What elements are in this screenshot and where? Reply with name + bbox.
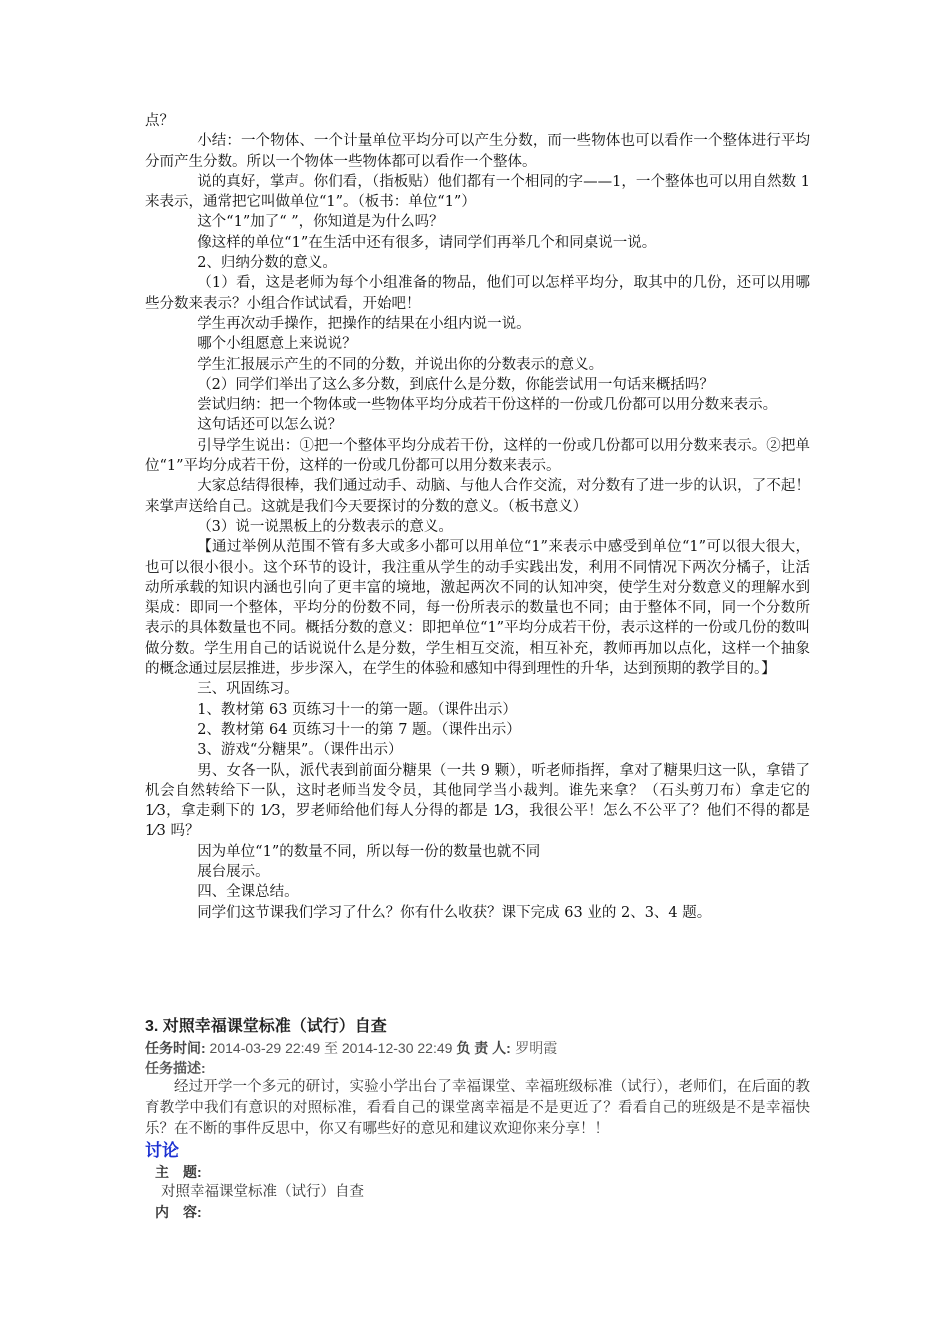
lesson-paragraph: 点？ xyxy=(145,113,174,129)
task-time-label: 任务时间: xyxy=(145,1040,206,1056)
exercise-item: 3、游戏“分糖果”。（课件出示） xyxy=(197,742,403,759)
lesson-paragraph: 像这样的单位“1”在生活中还有很多，请同学们再举几个和同桌说一说。 xyxy=(197,234,657,251)
lesson-paragraph: 这句话还可以怎么说？ xyxy=(197,417,343,434)
lesson-paragraph: 大家总结得很棒，我们通过动手、动脑、与他人合作交流，对分数有了进一步的认识，了不起！来掌声送给自己。这就是我们今天要探讨的分数的意义。（板书意义） xyxy=(145,478,810,515)
section-heading: 三、巩固练习。 xyxy=(197,681,299,698)
lesson-body xyxy=(145,111,810,923)
lesson-paragraph: 男、女各一队，派代表到前面分糖果（一共 9 颗），听老师指挥，拿对了糖果归这一队，拿错了机会自然转给下一队，这时老师当发令员，其他同学当小裁判。谁先来拿？（石头剪刀布）拿走它的 1⁄3，拿走剩下的 1⁄3，罗老师给他们每人分得的都是 1⁄3，我很公平！怎么不公平了？他们不得的都是 1⁄3 吗？ xyxy=(145,762,810,840)
lesson-paragraph: 因为单位“1”的数量不同，所以每一份的数量也就不同 xyxy=(197,843,541,860)
lesson-paragraph: 学生再次动手操作，把操作的结果在小组内说一说。 xyxy=(197,315,531,332)
lesson-paragraph: 同学们这节课我们学习了什么？你有什么收获？课下完成 63 业的 2、3、4 题。 xyxy=(197,904,712,921)
lesson-paragraph: 哪个小组愿意上来说说？ xyxy=(197,336,357,353)
topic-value: 对照幸福课堂标准（试行）自查 xyxy=(161,1184,364,1200)
lesson-paragraph: （1）看，这是老师为每个小组准备的物品，他们可以怎样平均分，取其中的几份，还可以用哪些分数来表示？小组合作试试看，开始吧！ xyxy=(145,275,810,312)
exercise-item: 1、教材第 63 页练习十一的第一题。（课件出示） xyxy=(197,701,517,718)
task-section xyxy=(145,1016,810,1222)
lesson-paragraph: 说的真好，掌声。你们看，（指板贴）他们都有一个相同的字——1，一个整体也可以用自然数 1 来表示，通常把它叫做单位“1”。（板书：单位“1”） xyxy=(145,173,810,211)
task-time-value: 2014-03-29 22:49 至 2014-12-30 22:49 xyxy=(205,1040,457,1056)
lesson-paragraph: （3）说一说黑板上的分数表示的意义。 xyxy=(197,518,453,535)
task-desc-label: 任务描述: xyxy=(145,1060,206,1076)
lesson-paragraph: 尝试归纳：把一个物体或一些物体平均分成若干份这样的一份或几份都可以用分数来表示。 xyxy=(197,397,778,414)
lesson-paragraph: 学生汇报展示产生的不同的分数，并说出你的分数表示的意义。 xyxy=(197,356,604,373)
content-label: 内 容: xyxy=(155,1204,202,1220)
lesson-paragraph: 这个“1”加了“ ”，你知道是为什么吗？ xyxy=(197,214,444,231)
section-heading: 四、全课总结。 xyxy=(197,884,299,901)
exercise-item: 2、教材第 64 页练习十一的第 7 题。（课件出示） xyxy=(197,721,521,738)
task-meta xyxy=(145,1038,810,1059)
lesson-paragraph: 小结：一个物体、一个计量单位平均分可以产生分数，而一些物体也可以看作一个整体进行平均分而产生分数。所以一个物体一些物体都可以看作一个整体。 xyxy=(145,133,810,170)
design-note-paragraph: 【通过举例从范围不管有多大或多小都可以用单位“1”来表示中感受到单位“1”可以很大很大，也可以很小很小。这个环节的设计，我注重从学生的动手实践出发，利用不同情况下两次分橘子，让活动所承载的知识内涵也引向了更丰富的境地，激起两次不同的认知冲突，使学生对分数意义的理解水到渠成：即同一个整体，平均分的份数不同，每一份所表示的数量也不同；由于整体不同，同一个分数所表示的具体数量也不同。概括分数的意义：即把单位“1”平均分成若干份，表示这样的一份或几份的数叫做分数。学生用自己的话说说什么是分数，学生相互交流，相互补充，教师再加以点化，这样一个抽象的概念通过层层推进，步步深入，在学生的体验和感知中得到理性的升华，达到预期的教学目的。】 xyxy=(145,539,810,678)
lesson-paragraph: 引导学生说出：①把一个整体平均分成若干份，这样的一份或几份都可以用分数来表示。②把单位“1”平均分成若干份，这样的一份或几份都可以用分数来表示。 xyxy=(145,437,810,475)
section-heading: 2、归纳分数的意义。 xyxy=(197,255,337,272)
lesson-paragraph: 展台展示。 xyxy=(197,863,270,880)
task-owner-label: 负 责 人: xyxy=(456,1040,511,1056)
task-title: 3. 对照幸福课堂标准（试行）自查 xyxy=(145,1018,387,1035)
topic-label: 主 题: xyxy=(155,1164,202,1180)
discussion-heading: 讨论 xyxy=(145,1141,179,1160)
task-owner-value: 罗明霞 xyxy=(510,1041,558,1057)
lesson-paragraph: （2）同学们举出了这么多分数，到底什么是分数，你能尝试用一句话来概括吗？ xyxy=(197,376,714,393)
task-desc: 经过开学一个多元的研讨，实验小学出台了幸福课堂、幸福班级标准（试行），老师们，在后面的教育教学中我们有意识的对照标准，看看自己的课堂离幸福是不是更近了？看看自己的班级是不是幸福快乐？在不断的事件反思中，你又有哪些好的意见和建议欢迎你来分享！！ xyxy=(145,1079,810,1137)
